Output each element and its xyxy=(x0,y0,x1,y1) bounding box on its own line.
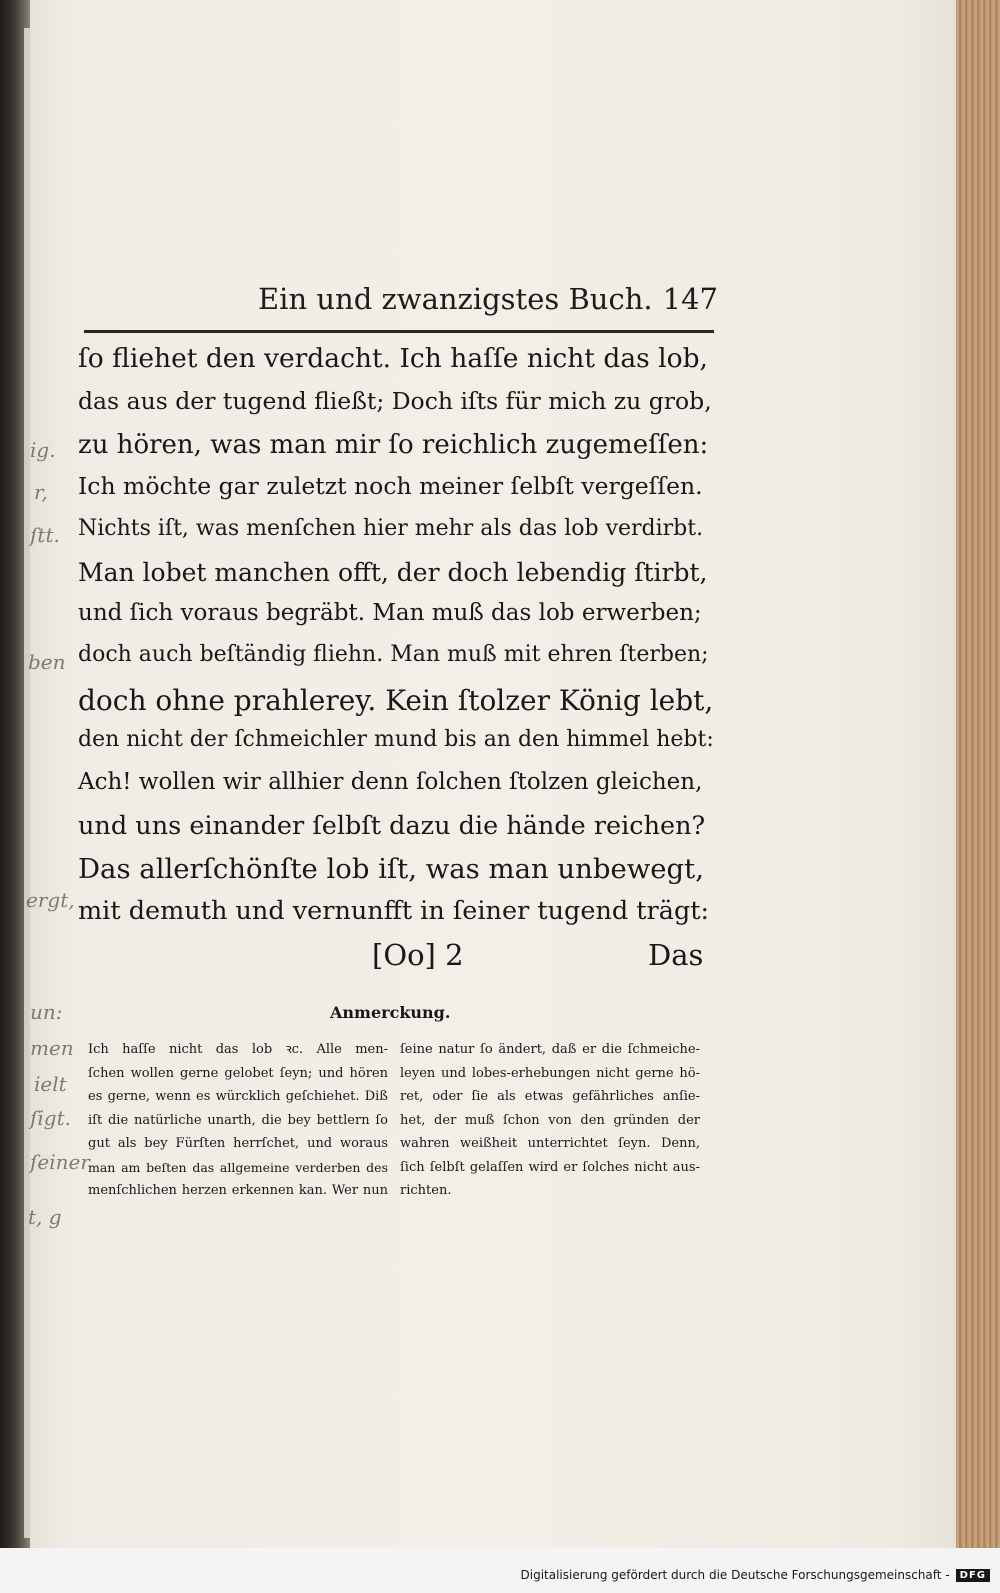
note-line: menſchlichen herzen erkennen kan. Wer nun xyxy=(88,1183,388,1198)
note-line: Ich haſſe nicht das lob ꝛc. Alle men- xyxy=(88,1042,388,1057)
page-number: 147 xyxy=(662,282,718,316)
header-rule xyxy=(84,330,714,333)
poem-line: Ach! wollen wir allhier denn ſolchen ſtolzen gleichen, xyxy=(78,769,703,795)
left-page-fragment: ben xyxy=(28,650,66,674)
left-page-fragment: ielt xyxy=(34,1072,67,1096)
left-page-fragment: ergt, xyxy=(26,888,75,912)
left-page-fragment: ig. xyxy=(30,438,56,462)
poem-line: und uns einander ſelbſt dazu die hände reichen? xyxy=(78,811,706,841)
note-line: ſchen wollen gerne gelobet ſeyn; und hören xyxy=(88,1065,388,1081)
left-page-fragment: ſigt. xyxy=(30,1106,71,1130)
left-page-fragment: un: xyxy=(30,1000,63,1024)
left-page-fragment: t, g xyxy=(28,1205,62,1229)
poem-line: das aus der tugend fließt; Doch iſts für mich zu grob, xyxy=(78,387,712,415)
note-line: leyen und lobes-erhebungen nicht gerne hö- xyxy=(400,1065,700,1081)
left-page-fragment: men xyxy=(30,1036,74,1060)
page-fore-edge xyxy=(956,0,1000,1548)
poem-line: doch ohne prahlerey. Kein ſtolzer König lebt, xyxy=(78,684,714,717)
note-line: wahren weißheit unterrichtet ſeyn. Denn, xyxy=(400,1136,700,1151)
left-page-fragment: ſeiner xyxy=(30,1150,90,1174)
poem-line: Ich möchte gar zuletzt noch meiner ſelbſt vergeſſen. xyxy=(78,472,703,500)
poem-line: mit demuth und vernunfft in ſeiner tugend trägt: xyxy=(78,896,710,926)
running-title: Ein und zwanzigstes Buch. xyxy=(258,282,653,316)
poem-line: zu hören, was man mir ſo reichlich zugemeſſen: xyxy=(78,430,709,460)
left-page-fragment: ſtt. xyxy=(30,523,60,547)
note-line: es gerne, wenn es würcklich geſchiehet. Diß xyxy=(88,1089,388,1104)
note-line: gut als bey Fürſten herrſchet, und woraus xyxy=(88,1136,388,1151)
running-header xyxy=(258,278,718,324)
note-line: richten. xyxy=(400,1183,452,1198)
poem-line: Das allerſchönſte lob iſt, was man unbewegt, xyxy=(78,853,704,885)
poem-line: den nicht der ſchmeichler mund bis an den himmel hebt: xyxy=(78,727,714,752)
poem-line: doch auch beſtändig fliehn. Man muß mit ehren ſterben; xyxy=(78,642,709,667)
note-right-column xyxy=(400,1038,700,1203)
funding-credit xyxy=(521,1568,991,1582)
note-line: ſeine natur ſo ändert, daß er die ſchmeiche- xyxy=(400,1042,700,1057)
note-left-column xyxy=(88,1038,388,1203)
left-page-fragment: r, xyxy=(34,480,48,504)
dfg-logo: DFG xyxy=(956,1569,990,1582)
poem-line: ſo fliehet den verdacht. Ich haſſe nicht das lob, xyxy=(78,343,708,374)
credit-text: Digitalisierung gefördert durch die Deutsche Forschungsgemeinschaft - xyxy=(520,1568,950,1582)
poem-line: Nichts iſt, was menſchen hier mehr als das lob verdirbt. xyxy=(78,516,704,541)
note-line: iſt die natürliche unarth, die bey bettlern ſo xyxy=(88,1112,388,1128)
catchword: Das xyxy=(648,938,704,972)
signature-mark: [Oo] 2 xyxy=(372,938,464,972)
note-line: ret, oder ſie als etwas gefährliches anſie- xyxy=(400,1089,700,1104)
note-line: het, der muß ſchon von den gründen der xyxy=(400,1112,700,1128)
poem-line: Man lobet manchen offt, der doch lebendig ſtirbt, xyxy=(78,558,708,587)
note-heading: Anmerckung. xyxy=(330,1003,451,1022)
note-line: ſich ſelbſt gelaſſen wird er ſolches nicht aus- xyxy=(400,1159,700,1175)
note-line: man am beſten das allgemeine verderben des xyxy=(88,1159,388,1175)
poem-line: und ſich voraus begräbt. Man muß das lob erwerben; xyxy=(78,600,702,626)
